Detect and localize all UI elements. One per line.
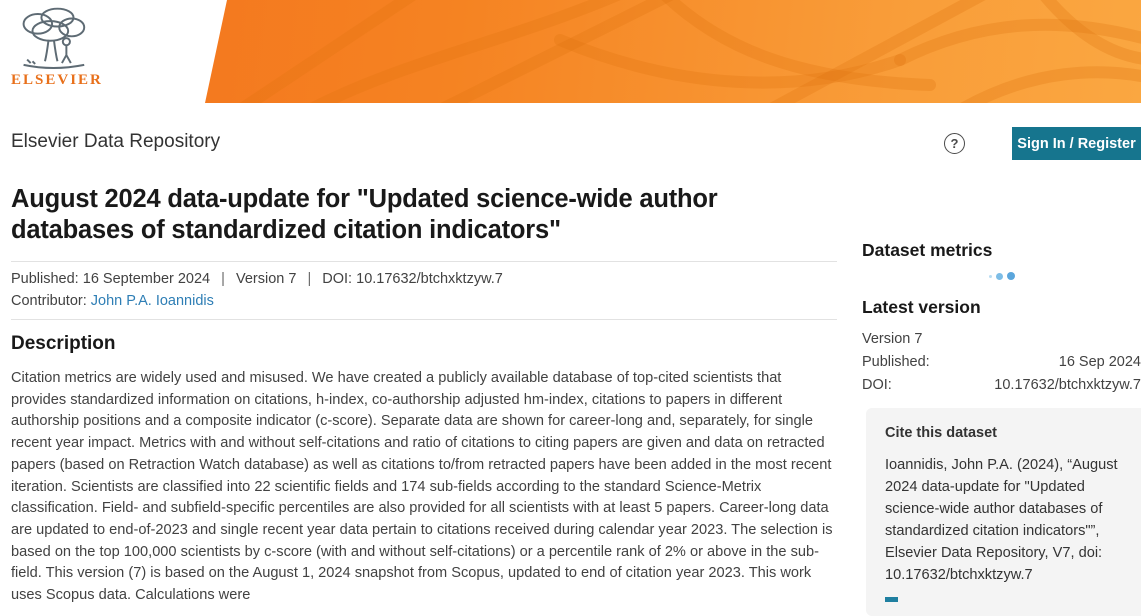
question-mark-glyph: ? — [950, 136, 959, 151]
separator: | — [307, 271, 312, 287]
sidebar-doi-row — [862, 377, 1141, 393]
divider — [11, 319, 837, 320]
app-title: Elsevier Data Repository — [11, 131, 221, 152]
sign-in-register-button[interactable]: Sign In / Register — [1012, 127, 1141, 160]
separator: | — [221, 271, 225, 287]
publication-meta — [11, 271, 837, 287]
top-banner — [0, 0, 1141, 103]
divider — [11, 261, 837, 262]
contributor-line — [11, 293, 837, 309]
cite-dataset-card — [866, 408, 1141, 616]
description-body: Citation metrics are widely used and misused. We have created a publicly available database of top-cited scientists that provides standardized information on citations, h-index, co-authorship adjusted hm-index, citations to papers in different authorship positions and a composite indicator (c-score). Separate data are shown for career-long and, separately, for single recent year impact. Metrics with and without self-citations and ratio of citations to citing papers are given and data on retracted papers (based on Retraction Watch database) as well as citations to/from retracted papers have been added in the most recent iteration. Scientists are classified into 22 scientific fields and 174 sub-fields according to the standard Science-Metrix classification. Field- and subfield-specific percentiles are also provided for all scientists with at least 5 papers. Career-long data are updated to end-of-2023 and single recent year data pertain to citations received during calendar year 2023. The selection is based on the top 100,000 scientists by c-score (with and without self-citations) or a percentile rank of 2% or above in the sub-field. This version (7) is based on the August 1, 2024 snapshot from Scopus, updated to end of citation year 2023. This work uses Scopus data. Calculations were — [11, 370, 833, 604]
contributor-link[interactable]: John P.A. Ioannidis — [90, 293, 214, 309]
doi-label: DOI: — [322, 271, 353, 287]
loading-dot — [989, 275, 992, 278]
latest-version-heading: Latest version — [862, 297, 981, 317]
sidebar-doi-value: 10.17632/btchxktzyw.7 — [994, 377, 1141, 393]
sidebar — [862, 240, 1141, 616]
leaf-pattern-graphic — [0, 0, 1141, 103]
doi-value: 10.17632/btchxktzyw.7 — [356, 271, 503, 287]
sidebar-published-row — [862, 354, 1141, 370]
sidebar-published-label: Published: — [862, 354, 930, 370]
main-content — [11, 184, 837, 607]
dataset-metrics-heading: Dataset metrics — [862, 240, 993, 260]
citation-text: Ioannidis, John P.A. (2024), “August 2024 data-update for "Updated science-wide author databases of standardized citation indicators"”, Elsevier Data Repository, V7, doi: 10.17632/btchxktzyw.7 — [885, 457, 1118, 583]
published-label: Published: — [11, 271, 79, 287]
page-title: August 2024 data-update for "Updated science-wide author databases of standardized citation indicators" — [11, 185, 718, 244]
copy-citation-icon[interactable] — [885, 597, 898, 602]
elsevier-wordmark: ELSEVIER — [11, 72, 103, 88]
loading-dot — [1007, 272, 1015, 280]
description-heading: Description — [11, 333, 116, 354]
published-date: 16 September 2024 — [82, 271, 211, 287]
orange-banner-graphic — [0, 0, 1141, 103]
cite-heading: Cite this dataset — [885, 425, 997, 441]
sidebar-version: Version 7 — [862, 331, 923, 347]
loading-dots-indicator — [862, 271, 1141, 281]
version-text: Version 7 — [235, 271, 297, 287]
contributor-label: Contributor: — [11, 293, 87, 309]
sidebar-published-value: 16 Sep 2024 — [1058, 354, 1141, 370]
sidebar-doi-label: DOI: — [862, 377, 892, 393]
loading-dot — [996, 273, 1003, 280]
elsevier-tree-icon — [12, 6, 94, 72]
help-icon[interactable] — [944, 133, 965, 154]
